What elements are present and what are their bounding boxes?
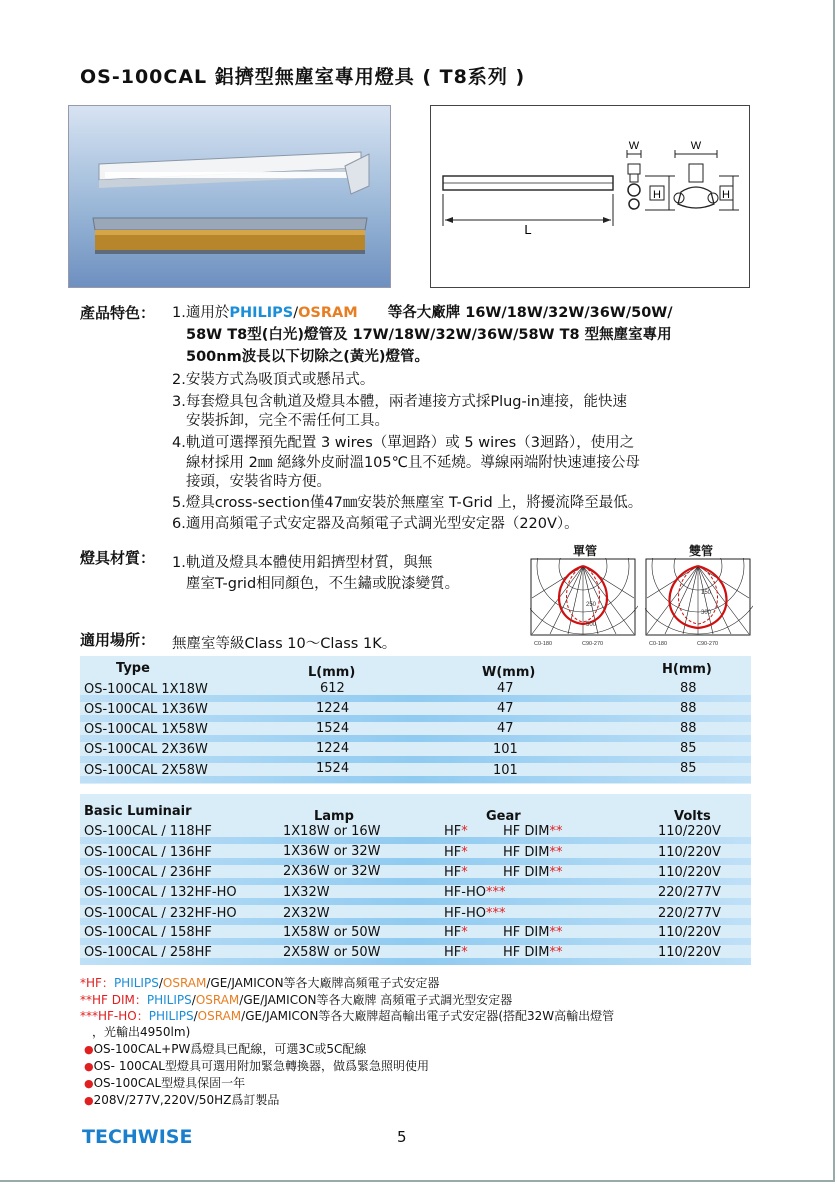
spec-h: 88 — [680, 681, 697, 696]
application-text: 無塵室等級Class 10～Class 1K。 — [172, 636, 397, 652]
spec-l: 1224 — [316, 741, 350, 756]
lum-gear-hf: HF* — [444, 824, 468, 839]
spec-h: 88 — [680, 721, 697, 736]
svg-text:W: W — [690, 140, 702, 152]
polar-double-label: 雙管 — [689, 544, 714, 558]
spec-l: 1524 — [316, 761, 350, 776]
lum-lamp: 2X58W or 50W — [283, 945, 381, 960]
spec-h: 85 — [680, 741, 697, 756]
lum-model: OS-100CAL / 236HF — [84, 865, 212, 880]
lum-volts: 220/277V — [658, 906, 721, 921]
lum-gear-dim: HF DIM** — [503, 945, 563, 960]
svg-text:H: H — [653, 189, 661, 201]
spec-l: 612 — [320, 681, 345, 696]
spec-header-h: H(mm) — [662, 662, 712, 677]
feature-line-7: 4.軌道可選擇預先配置 3 wires（單迴路）或 5 wires（3迴路），使用之 — [172, 435, 635, 451]
bullet-item: ●208V/277V,220V/50HZ爲訂製品 — [84, 1093, 280, 1107]
svg-text:300: 300 — [701, 610, 712, 616]
feature-line-11: 6.適用高頻電子式安定器及高頻電子式調光型安定器（220V）。 — [172, 516, 579, 532]
lum-lamp: 2X32W — [283, 906, 330, 921]
lum-model: OS-100CAL / 136HF — [84, 845, 212, 860]
lum-gear-hf: HF* — [444, 845, 468, 860]
bullet-dot-icon: ● — [84, 1060, 94, 1073]
svg-text:250: 250 — [586, 602, 597, 608]
note-hf-dim: **HF DIM：PHILIPS/OSRAM/GE/JAMICON等各大廠牌 高頻電子式調光型安定器 — [80, 993, 513, 1007]
spec-type: OS-100CAL 1X18W — [84, 682, 208, 697]
lum-volts: 110/220V — [658, 945, 721, 960]
bullet-item: ●OS-100CAL型燈具保固一年 — [84, 1076, 246, 1090]
note-hf-ho: ***HF-HO：PHILIPS/OSRAM/GE/JAMICON等各大廠牌超高輸出電子式安定器(搭配32W高輸出燈管 — [80, 1009, 615, 1023]
feature-1-post: 等各大廠牌 16W/18W/32W/36W/50W/ — [387, 305, 673, 321]
lum-gear-hf: HF-HO*** — [444, 906, 506, 921]
svg-text:L: L — [524, 222, 532, 237]
spec-w: 47 — [497, 681, 514, 696]
svg-text:C90-270: C90-270 — [582, 641, 604, 647]
lum-lamp: 1X32W — [283, 885, 330, 900]
spec-header-l: L(mm) — [308, 665, 356, 680]
lum-model: OS-100CAL / 258HF — [84, 945, 212, 960]
feature-line-4: 2.安裝方式為吸頂式或懸吊式。 — [172, 372, 375, 388]
feature-line-3: 500nm波長以下切除之(黃光)燈管。 — [186, 349, 429, 365]
spec-type: OS-100CAL 2X36W — [84, 742, 208, 757]
lum-model: OS-100CAL / 158HF — [84, 925, 212, 940]
spec-l: 1224 — [316, 701, 350, 716]
dimension-svg — [431, 106, 749, 287]
slash: / — [293, 305, 299, 321]
svg-text:500: 500 — [586, 622, 597, 628]
lum-gear-dim: HF DIM** — [503, 824, 563, 839]
material-line-1: 1.軌道及燈具本體使用鋁擠型材質，與無 — [172, 555, 433, 571]
dimension-drawing — [430, 105, 750, 288]
spec-h: 85 — [680, 761, 697, 776]
polar-single-chart — [530, 558, 638, 648]
bullet-dot-icon: ● — [84, 1077, 94, 1090]
note-hf: *HF：PHILIPS/OSRAM/GE/JAMICON等各大廠牌高頻電子式安定器 — [80, 976, 440, 990]
page-title: OS-100CAL 鋁擠型無塵室專用燈具 ( T8系列 ) — [80, 66, 526, 88]
feature-line-10: 5.燈具cross-section僅47㎜安裝於無塵室 T-Grid 上，將擾流降至最低。 — [172, 495, 643, 511]
svg-text:C0-180: C0-180 — [649, 641, 668, 647]
lum-header-gear: Gear — [486, 809, 521, 824]
lum-lamp: 1X36W or 32W — [283, 844, 381, 859]
material-label: 燈具材質： — [80, 549, 156, 567]
spec-l: 1524 — [316, 721, 350, 736]
lum-lamp: 2X36W or 32W — [283, 864, 381, 879]
lum-model: OS-100CAL / 232HF-HO — [84, 906, 237, 921]
material-line-2: 塵室T-grid相同顏色，不生鏽或脫漆變質。 — [186, 576, 460, 592]
lum-gear-dim: HF DIM** — [503, 925, 563, 940]
lum-volts: 110/220V — [658, 824, 721, 839]
feature-line-5: 3.每套燈具包含軌道及燈具本體，兩者連接方式採Plug-in連接，能快速 — [172, 394, 627, 410]
lum-volts: 220/277V — [658, 885, 721, 900]
svg-text:H: H — [722, 189, 730, 201]
brand-osram: OSRAM — [298, 305, 358, 321]
spec-w: 47 — [497, 721, 514, 736]
brand-philips: PHILIPS — [229, 305, 294, 321]
feature-line-9: 接頭，安裝省時方便。 — [186, 474, 331, 490]
feature-line-6: 安裝拆卸，完全不需任何工具。 — [186, 413, 389, 429]
bullet-dot-icon: ● — [84, 1094, 94, 1107]
lum-lamp: 1X18W or 16W — [283, 824, 381, 839]
svg-text:C0-180: C0-180 — [534, 641, 553, 647]
note-hf-ho-cont: ，光輸出4950lm) — [92, 1025, 191, 1039]
lum-gear-hf: HF-HO*** — [444, 885, 506, 900]
lum-gear-hf: HF* — [444, 925, 468, 940]
bullet-dot-icon: ● — [84, 1043, 94, 1056]
spec-type: OS-100CAL 1X58W — [84, 722, 208, 737]
spec-type: OS-100CAL 2X58W — [84, 763, 208, 778]
fixture-image — [69, 106, 390, 287]
lum-header-volts: Volts — [674, 809, 711, 824]
lum-volts: 110/220V — [658, 925, 721, 940]
spec-w: 47 — [497, 701, 514, 716]
feature-line-2: 58W T8型(白光)燈管及 17W/18W/32W/36W/58W T8 型無塵室專用 — [186, 327, 672, 343]
lum-header-lamp: Lamp — [314, 809, 354, 824]
lum-model: OS-100CAL / 118HF — [84, 824, 212, 839]
page-number: 5 — [397, 1128, 407, 1146]
spec-h: 88 — [680, 701, 697, 716]
spec-row-stripe — [80, 756, 751, 763]
application-label: 適用場所： — [80, 631, 156, 649]
spec-header-w: W(mm) — [482, 665, 536, 680]
lum-model: OS-100CAL / 132HF-HO — [84, 885, 237, 900]
lum-lamp: 1X58W or 50W — [283, 925, 381, 940]
bullet-item: ●OS- 100CAL型燈具可選用附加緊急轉換器，做爲緊急照明使用 — [84, 1059, 429, 1073]
lum-gear-dim: HF DIM** — [503, 865, 563, 880]
spec-type: OS-100CAL 1X36W — [84, 702, 208, 717]
spec-header-type: Type — [116, 661, 150, 676]
lum-header-model: Basic Luminair — [84, 804, 192, 819]
svg-text:150: 150 — [701, 590, 712, 596]
polar-double-chart — [645, 558, 753, 648]
feature-line-1 — [172, 301, 673, 322]
svg-text:C90-270: C90-270 — [697, 641, 719, 647]
spec-w: 101 — [493, 763, 518, 778]
spec-w: 101 — [493, 742, 518, 757]
lum-gear-dim: HF DIM** — [503, 845, 563, 860]
brand-logo: TECHWISE — [82, 1126, 193, 1148]
feature-line-8: 線材採用 2㎜ 絕緣外皮耐溫105℃且不延燒。導線兩端附快速連接公母 — [186, 455, 640, 471]
polar-single-label: 單管 — [573, 544, 598, 558]
lum-gear-hf: HF* — [444, 865, 468, 880]
lum-volts: 110/220V — [658, 865, 721, 880]
features-label: 產品特色： — [80, 304, 156, 322]
lum-volts: 110/220V — [658, 845, 721, 860]
feature-1-pre: 1.適用於 — [172, 305, 230, 321]
product-photo — [68, 105, 391, 288]
svg-text:W: W — [628, 140, 640, 152]
lum-gear-hf: HF* — [444, 945, 468, 960]
bullet-item: ●OS-100CAL+PW爲燈具已配線，可選3C或5C配線 — [84, 1042, 367, 1056]
